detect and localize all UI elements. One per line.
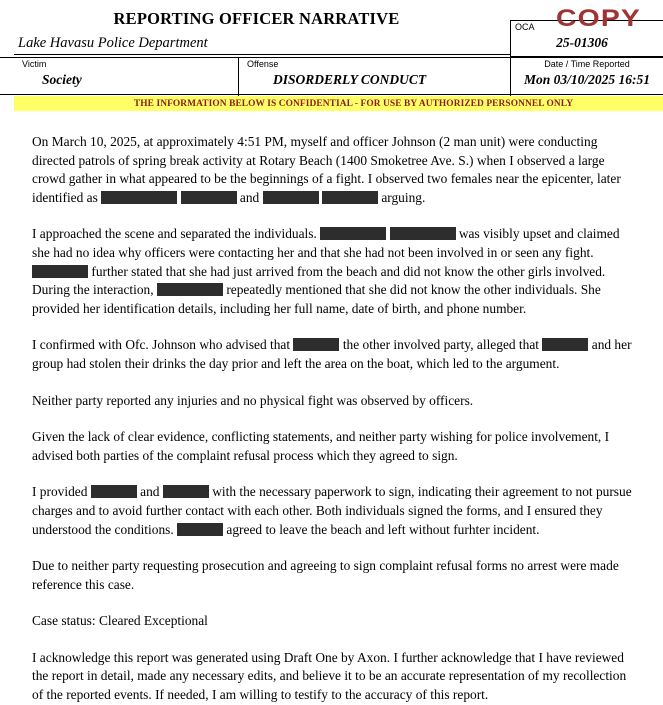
paragraph-3-text-a: I confirmed with Ofc. Johnson who advised that (32, 337, 291, 353)
confidentiality-banner (14, 96, 663, 111)
paragraph-3-text-c: and her group had stolen their drinks the day prior and left the area on the boat, which led to the argument. (32, 337, 632, 371)
narrative-paragraph-7: Due to neither party requesting prosecution and agreeing to sign complaint refusal forms no arrest were made reference this case. (32, 558, 619, 592)
paragraph-6-text-d: agreed to leave the beach and left without furhter incident. (226, 521, 540, 537)
narrative-paragraph-6 (32, 483, 632, 539)
paragraph-2-text-c: further stated that she had just arrived from the beach and did not know the other girls involved. During the interaction, (32, 263, 606, 298)
confidentiality-banner-text: THE INFORMATION BELOW IS CONFIDENTIAL - FOR USE BY AUTHORIZED PERSONNEL ONLY (133, 98, 574, 109)
paragraph-6-text-b: and (140, 484, 160, 500)
paragraph-6-text-c: with the necessary paperwork to sign, indicating their agreement to not pursue charges and to avoid further contact with each other. Both individuals signed the forms, and I ensured they understood the conditions. (32, 484, 632, 537)
narrative-paragraph-3 (32, 336, 632, 373)
page-title: REPORTING OFFICER NARRATIVE (113, 9, 400, 28)
paragraph-2-text-a: I approached the scene and separated the individuals. (32, 226, 317, 242)
oca-value: 25-01306 (556, 35, 608, 50)
oca-label: OCA (515, 22, 535, 32)
narrative-paragraph-4: Neither party reported any injuries and no physical fight was observed by officers. (32, 392, 474, 408)
redaction-block (390, 227, 456, 240)
redaction-block (320, 227, 386, 240)
paragraph-6-text-a: I provided (32, 484, 88, 500)
narrative-paragraph-1 (32, 133, 632, 207)
redaction-block (177, 523, 223, 536)
field-date-time-label: Date / Time Reported (544, 59, 630, 69)
field-offense (238, 58, 510, 96)
paragraph-1-text-c: arguing. (381, 189, 426, 205)
field-date-time-reported (510, 58, 663, 96)
redaction-block (263, 191, 319, 204)
field-offense-label: Offense (247, 59, 279, 69)
paragraph-3-text-b: the other involved party, alleged that (342, 337, 540, 353)
narrative-case-status: Case status: Cleared Exceptional (32, 613, 208, 629)
redaction-block (32, 265, 88, 278)
redaction-block (157, 283, 223, 296)
field-victim (14, 58, 238, 96)
incident-info-table (0, 57, 663, 95)
paragraph-1-text-a: On March 10, 2025, at approximately 4:51 PM, myself and officer Johnson (2 man unit) were conducting directed patrols of spring break activity at Rotary Beach (1400 Smoketree Ave. S.) when I observed a large crowd gather in what appeared to be the beginnings of a fight. I observed two females near the epicenter, later identified as (32, 134, 621, 205)
redaction-block (163, 485, 209, 498)
narrative-acknowledgement: I acknowledge this report was generated using Draft One by Axon. I further acknowledge that I have reviewed the report in detail, made any necessary edits, and believe it to be an accurate representation of my recollection of the reported events. If needed, I am willing to testify to the accuracy of this report. (32, 649, 627, 703)
narrative-paragraph-2 (32, 225, 632, 318)
paragraph-2-text-d: repeatedly mentioned that she did not know the other individuals. She provided her identification details, including her full name, date of birth, and phone number. (32, 282, 601, 316)
department-line (14, 36, 510, 55)
redaction-block (542, 338, 588, 351)
redaction-block (91, 485, 137, 498)
redaction-block (293, 338, 339, 351)
paragraph-2-text-b: was visibly upset and claimed she had no idea why officers were contacting her and that she had not been involved in or seen any fight. (32, 226, 620, 260)
redaction-block (322, 191, 378, 204)
copy-watermark: COPY (556, 5, 641, 32)
redaction-block (101, 191, 177, 204)
field-victim-label: Victim (22, 59, 47, 69)
paragraph-1-text-b: and (239, 189, 260, 205)
field-offense-value: DISORDERLY CONDUCT (273, 71, 427, 87)
redaction-block (181, 191, 237, 204)
field-date-time-value: Mon 03/10/2025 16:51 (523, 71, 650, 87)
department-name: Lake Havasu Police Department (18, 35, 208, 51)
field-victim-value: Society (42, 71, 82, 87)
narrative-paragraph-5: Given the lack of clear evidence, conflicting statements, and neither party wishing for police involvement, I advised both parties of the complaint refusal process which they agreed to sign. (32, 429, 610, 463)
narrative-body (32, 133, 632, 705)
